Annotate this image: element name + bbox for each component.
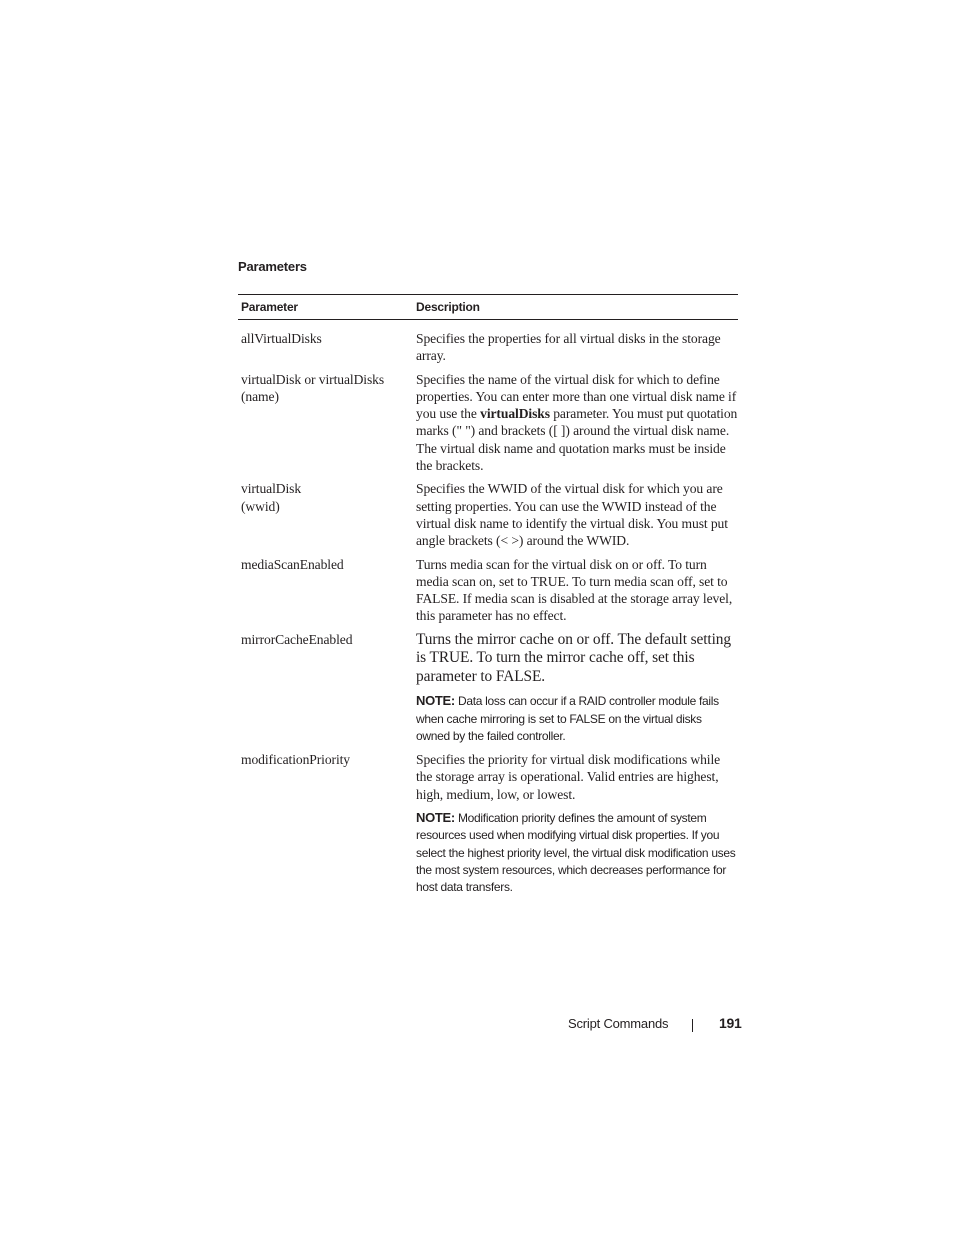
parameter-name: mirrorCacheEnabled	[241, 631, 353, 647]
page-number: 191	[719, 1015, 742, 1031]
description-text-before: Specifies the name of the virtual disk for which to define properties. You can enter more than one virtual disk name if you use the	[416, 371, 737, 422]
header-parameter: Parameter	[241, 300, 298, 314]
note-text: Modification priority defines the amount of system resources used when modifying virtual disk properties. If you select the highest priority level, the virtual disk modification uses the most system resources, which decreases performance for host data transfers.	[416, 811, 736, 895]
description-text-after: parameter. You must put quotation marks (" ") and brackets ([ ]) around the virtual disk name. The virtual disk name and quotation marks must be inside the brackets.	[416, 406, 738, 474]
parameter-name: modificationPriority	[241, 752, 351, 768]
page-footer	[0, 1014, 954, 1036]
table-header	[238, 294, 738, 320]
description-keyword: virtualDisks	[480, 406, 550, 422]
footer-divider	[692, 1019, 693, 1032]
parameter-description	[416, 371, 738, 475]
parameter-description: Specifies the properties for all virtual disks in the storage array.	[416, 331, 721, 364]
parameter-name-line: (wwid)	[241, 498, 280, 514]
parameter-description-cell	[413, 631, 738, 745]
parameter-description-cell	[413, 371, 738, 475]
parameter-name: mediaScanEnabled	[241, 556, 344, 572]
header-description: Description	[416, 300, 480, 314]
table-row	[238, 556, 738, 625]
note	[416, 809, 738, 896]
parameter-description-cell	[413, 556, 738, 625]
parameter-description: Specifies the priority for virtual disk modifications while the storage array is operational. Valid entries are highest, high, medium, low, or lowest.	[416, 752, 721, 802]
parameter-description-cell	[413, 330, 738, 365]
table-body	[238, 320, 738, 897]
parameters-table	[238, 294, 738, 903]
table-row	[238, 330, 738, 365]
parameter-description-cell	[413, 751, 738, 896]
parameter-name	[238, 480, 413, 549]
parameter-description-cell	[413, 480, 738, 549]
footer-section-title: Script Commands	[568, 1016, 669, 1031]
table-row	[238, 751, 738, 896]
note-label: NOTE:	[416, 810, 455, 826]
parameter-name-line: virtualDisk	[241, 481, 302, 497]
parameter-name: allVirtualDisks	[241, 331, 322, 346]
table-row	[238, 371, 738, 475]
parameter-description: Turns the mirror cache on or off. The default setting is TRUE. To turn the mirror cache off, set this parameter to FALSE.	[416, 630, 731, 685]
table-row	[238, 631, 738, 745]
note-label: NOTE:	[416, 693, 455, 709]
table-row	[238, 480, 738, 549]
note-text: Data loss can occur if a RAID controller module fails when cache mirroring is set to FALSE on the virtual disks owned by the failed controller.	[416, 694, 719, 743]
parameter-description: Specifies the WWID of the virtual disk for which you are setting properties. You can use the WWID instead of the virtual disk name to identify the virtual disk. You must put angle brackets (< >) around the WWID.	[416, 481, 728, 549]
section-heading: Parameters	[238, 259, 307, 274]
note	[416, 692, 738, 745]
parameter-description: Turns media scan for the virtual disk on or off. To turn media scan on, set to TRUE. To turn media scan off, set to FALSE. If media scan is disabled at the storage array level, this parameter has no effect.	[416, 556, 733, 624]
parameter-name: virtualDisk or virtualDisks (name)	[241, 371, 385, 404]
